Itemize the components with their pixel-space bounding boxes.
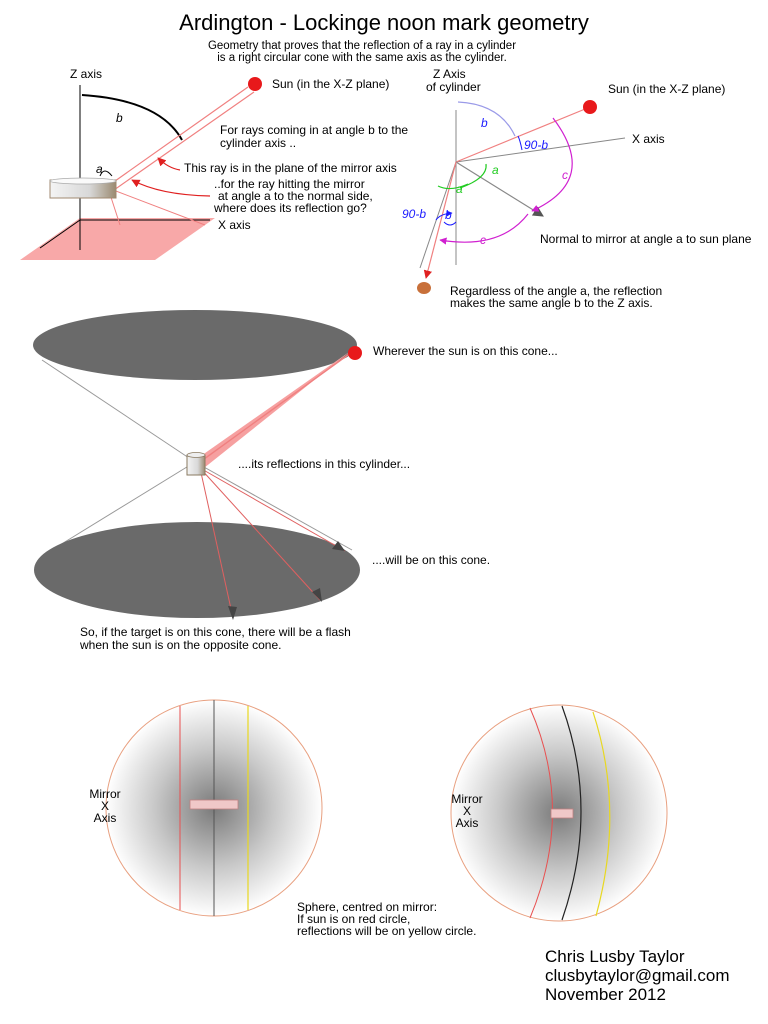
angle-a-label: a — [96, 162, 103, 176]
regardless-line-2: makes the same angle b to the Z axis. — [450, 296, 653, 310]
sun-marker-right — [583, 100, 597, 114]
cylinder-mirror-top — [187, 453, 205, 458]
cones-panel — [33, 310, 558, 652]
cylinder-mirror — [187, 455, 205, 475]
z-axis-cylinder-label-1: Z Axis — [433, 67, 466, 81]
angle-b-arc — [82, 95, 182, 140]
lower-cone-text: ....will be on this cone. — [372, 553, 491, 567]
ninety-b-label-top: 90-b — [524, 138, 549, 152]
plane-text: This ray is in the plane of the mirror axis — [184, 161, 397, 175]
x-axis-label-right: X axis — [632, 132, 665, 146]
author-email: clusbytaylor@gmail.com — [545, 966, 730, 985]
right-sphere — [451, 705, 667, 921]
ninety-b-label-left: 90-b — [402, 207, 427, 221]
ground-plane — [20, 218, 215, 260]
z-axis-cylinder-label-2: of cylinder — [426, 80, 481, 94]
a-label-green-1: a — [492, 163, 499, 177]
b-label-top: b — [481, 116, 488, 130]
sun-cone-text: Wherever the sun is on this cone... — [373, 344, 558, 358]
upper-cone-ellipse — [33, 310, 357, 380]
a-arc-green-2 — [438, 184, 468, 189]
left-sphere-label-3: Axis — [93, 811, 117, 825]
angle-b-label: b — [116, 111, 123, 125]
rays-text-line-1: For rays coming in at angle b to the — [220, 123, 409, 137]
target-line-2: when the sun is on the opposite cone. — [80, 638, 282, 652]
rays-text-line-2: cylinder axis .. — [220, 136, 297, 150]
c-label-bottom: c — [480, 233, 486, 247]
lower-cone-ellipse — [34, 522, 360, 618]
sun-label-right: Sun (in the X-Z plane) — [608, 82, 726, 96]
right-geometry-panel — [402, 67, 752, 310]
b-arc-bottom — [444, 222, 456, 225]
left-sphere — [89, 700, 322, 916]
author-date: November 2012 — [545, 985, 666, 1004]
sun-marker — [248, 77, 262, 91]
sun-on-cone — [348, 346, 362, 360]
author-name: Chris Lusby Taylor — [545, 947, 685, 966]
left-sphere-mirror — [190, 800, 238, 809]
reflection-target — [417, 282, 431, 294]
a-label-green-2: a — [456, 182, 463, 196]
sphere-caption-2: If sun is on red circle, — [297, 912, 411, 926]
sphere-caption-3: reflections will be on yellow circle. — [297, 924, 477, 938]
mirror-text-line-2: at angle a to the normal side, — [218, 189, 373, 203]
mirror-cylinder-top — [50, 178, 116, 184]
left-geometry-panel — [20, 67, 408, 260]
regardless-line-1: Regardless of the angle a, the reflection — [450, 284, 663, 298]
ninety-b-arc-top — [518, 136, 522, 150]
b-label-bottom: b — [445, 208, 452, 222]
normal-line — [456, 162, 543, 216]
right-sphere-label-1: Mirror — [451, 792, 483, 806]
right-sphere-label-2: X — [462, 804, 472, 818]
z-axis-label: Z axis — [70, 67, 103, 81]
plane-pointer-arrow — [158, 158, 180, 170]
mirror-pointer-arrow — [132, 180, 210, 196]
left-sphere-label-2: X — [100, 799, 110, 813]
c-arc-right — [532, 118, 572, 211]
normal-text: Normal to mirror at angle a to sun plane — [540, 232, 752, 246]
x-axis-label: X axis — [218, 218, 251, 232]
left-sphere-label-1: Mirror — [89, 787, 121, 801]
cylinder-text: ....its reflections in this cylinder... — [238, 457, 411, 471]
right-sphere-label-3: Axis — [455, 816, 479, 830]
mirror-text-line-1: ..for the ray hitting the mirror — [214, 177, 365, 191]
page-title: Ardington - Lockinge noon mark geometry — [179, 10, 589, 35]
mirror-text-line-3: where does its reflection go? — [214, 201, 367, 215]
target-line-1: So, if the target is on this cone, there will be a flash — [80, 625, 351, 639]
right-sphere-mirror — [551, 809, 573, 818]
sun-label: Sun (in the X-Z plane) — [272, 77, 390, 91]
sphere-caption-1: Sphere, centred on mirror: — [297, 900, 438, 914]
c-label-right: c — [562, 168, 568, 182]
subtitle-line-2: is a right circular cone with the same axis as the cylinder. — [217, 52, 507, 64]
sun-ray-right — [456, 107, 590, 162]
subtitle-line-1: Geometry that proves that the reflection of a ray in a cylinder — [207, 40, 517, 52]
